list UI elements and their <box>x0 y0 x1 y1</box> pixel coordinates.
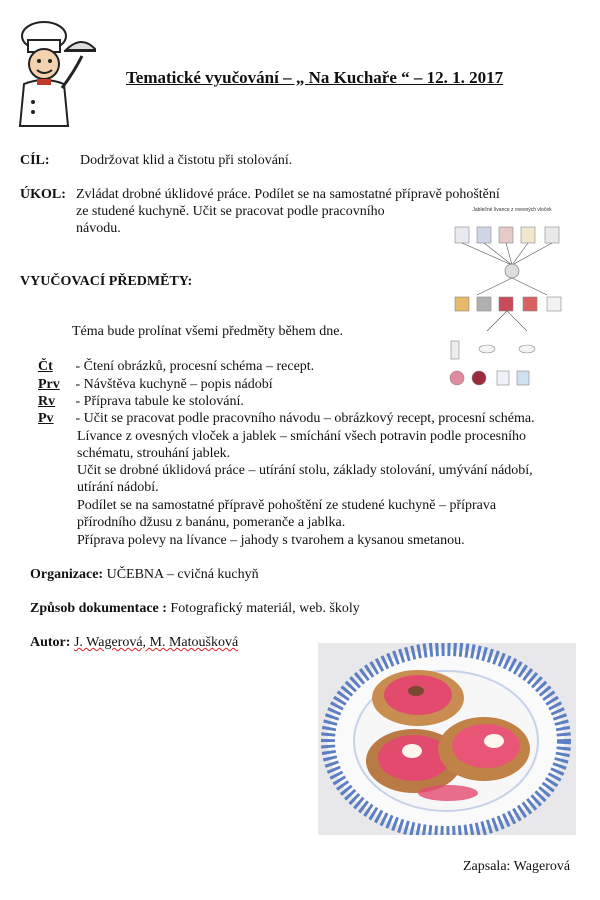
subject-item-pv <box>38 410 535 427</box>
subject-text: - Návštěva kuchyně – popis nádobí <box>72 377 273 392</box>
subject-item-ct <box>38 358 314 375</box>
organizace-label: Organizace: <box>30 567 104 582</box>
ukol-line-3: návodu. <box>76 221 121 236</box>
subject-item-prv <box>38 376 273 393</box>
subject-code: Čt <box>38 359 53 374</box>
dokumentace-text: Fotografický materiál, web. školy <box>170 601 360 616</box>
pv-line-4: utírání nádobí. <box>77 480 159 495</box>
organizace-row <box>30 566 259 583</box>
pv-line-1: Lívance z ovesných vloček a jablek – smíchání všech potravin podle procesního <box>77 429 527 444</box>
subject-code: Rv <box>38 394 56 409</box>
pancakes-photo <box>318 643 576 835</box>
subject-text: - Čtení obrázků, procesní schéma – recept. <box>72 359 315 374</box>
footer-recorded-by: Zapsala: Wagerová <box>463 859 571 874</box>
recipe-schema-image <box>447 205 577 390</box>
subject-text: - Učit se pracovat podle pracovního návodu – obrázkový recept, procesní schéma. <box>72 411 535 426</box>
subject-text: - Příprava tabule ke stolování. <box>72 394 244 409</box>
pv-line-3: Učit se drobné úklidová práce – utírání stolu, základy stolování, umývání nádobí, <box>77 463 533 478</box>
autor-row <box>30 634 238 651</box>
pv-line-6: přírodního džusu z banánu, pomeranče a jablka. <box>77 515 346 530</box>
ukol-line-1: Zvládat drobné úklidové práce. Podílet se na samostatné přípravě pohoštění <box>76 187 500 202</box>
dokumentace-row <box>30 600 360 617</box>
subjects-intro: Téma bude prolínat všemi předměty během dne. <box>72 324 343 339</box>
pancakes-photo-graphic <box>318 643 576 835</box>
cil-text: Dodržovat klid a čistotu při stolování. <box>80 153 293 168</box>
subject-code: Prv <box>38 377 60 392</box>
ukol-label: ÚKOL: <box>20 187 66 202</box>
pv-line-2: schématu, strouhání jablek. <box>77 446 231 461</box>
ukol-line-2: ze studené kuchyně. Učit se pracovat podle pracovního <box>76 204 385 219</box>
autor-label: Autor: <box>30 635 71 650</box>
page-title: Tematické vyučování – „ Na Kuchaře “ – 12. 1. 2017 <box>126 68 504 87</box>
chef-illustration <box>4 14 96 132</box>
schema-graphic <box>447 213 577 388</box>
subjects-heading: VYUČOVACÍ PŘEDMĚTY: <box>20 274 193 289</box>
organizace-text: UČEBNA – cvičná kuchyň <box>106 567 259 582</box>
subject-code: Pv <box>38 411 54 426</box>
schema-title: Jablečné lívance z ovesných vloček <box>472 207 552 213</box>
pv-line-5: Podílet se na samostatné přípravě pohoštění ze studené kuchyně – příprava <box>77 498 497 513</box>
autor-text: J. Wagerová, M. Matoušková <box>73 635 239 650</box>
pv-line-7: Příprava polevy na lívance – jahody s tvarohem a kysanou smetanou. <box>77 533 465 548</box>
cil-label: CÍL: <box>20 153 50 168</box>
subject-item-rv <box>38 393 244 410</box>
dokumentace-label: Způsob dokumentace : <box>30 601 167 616</box>
